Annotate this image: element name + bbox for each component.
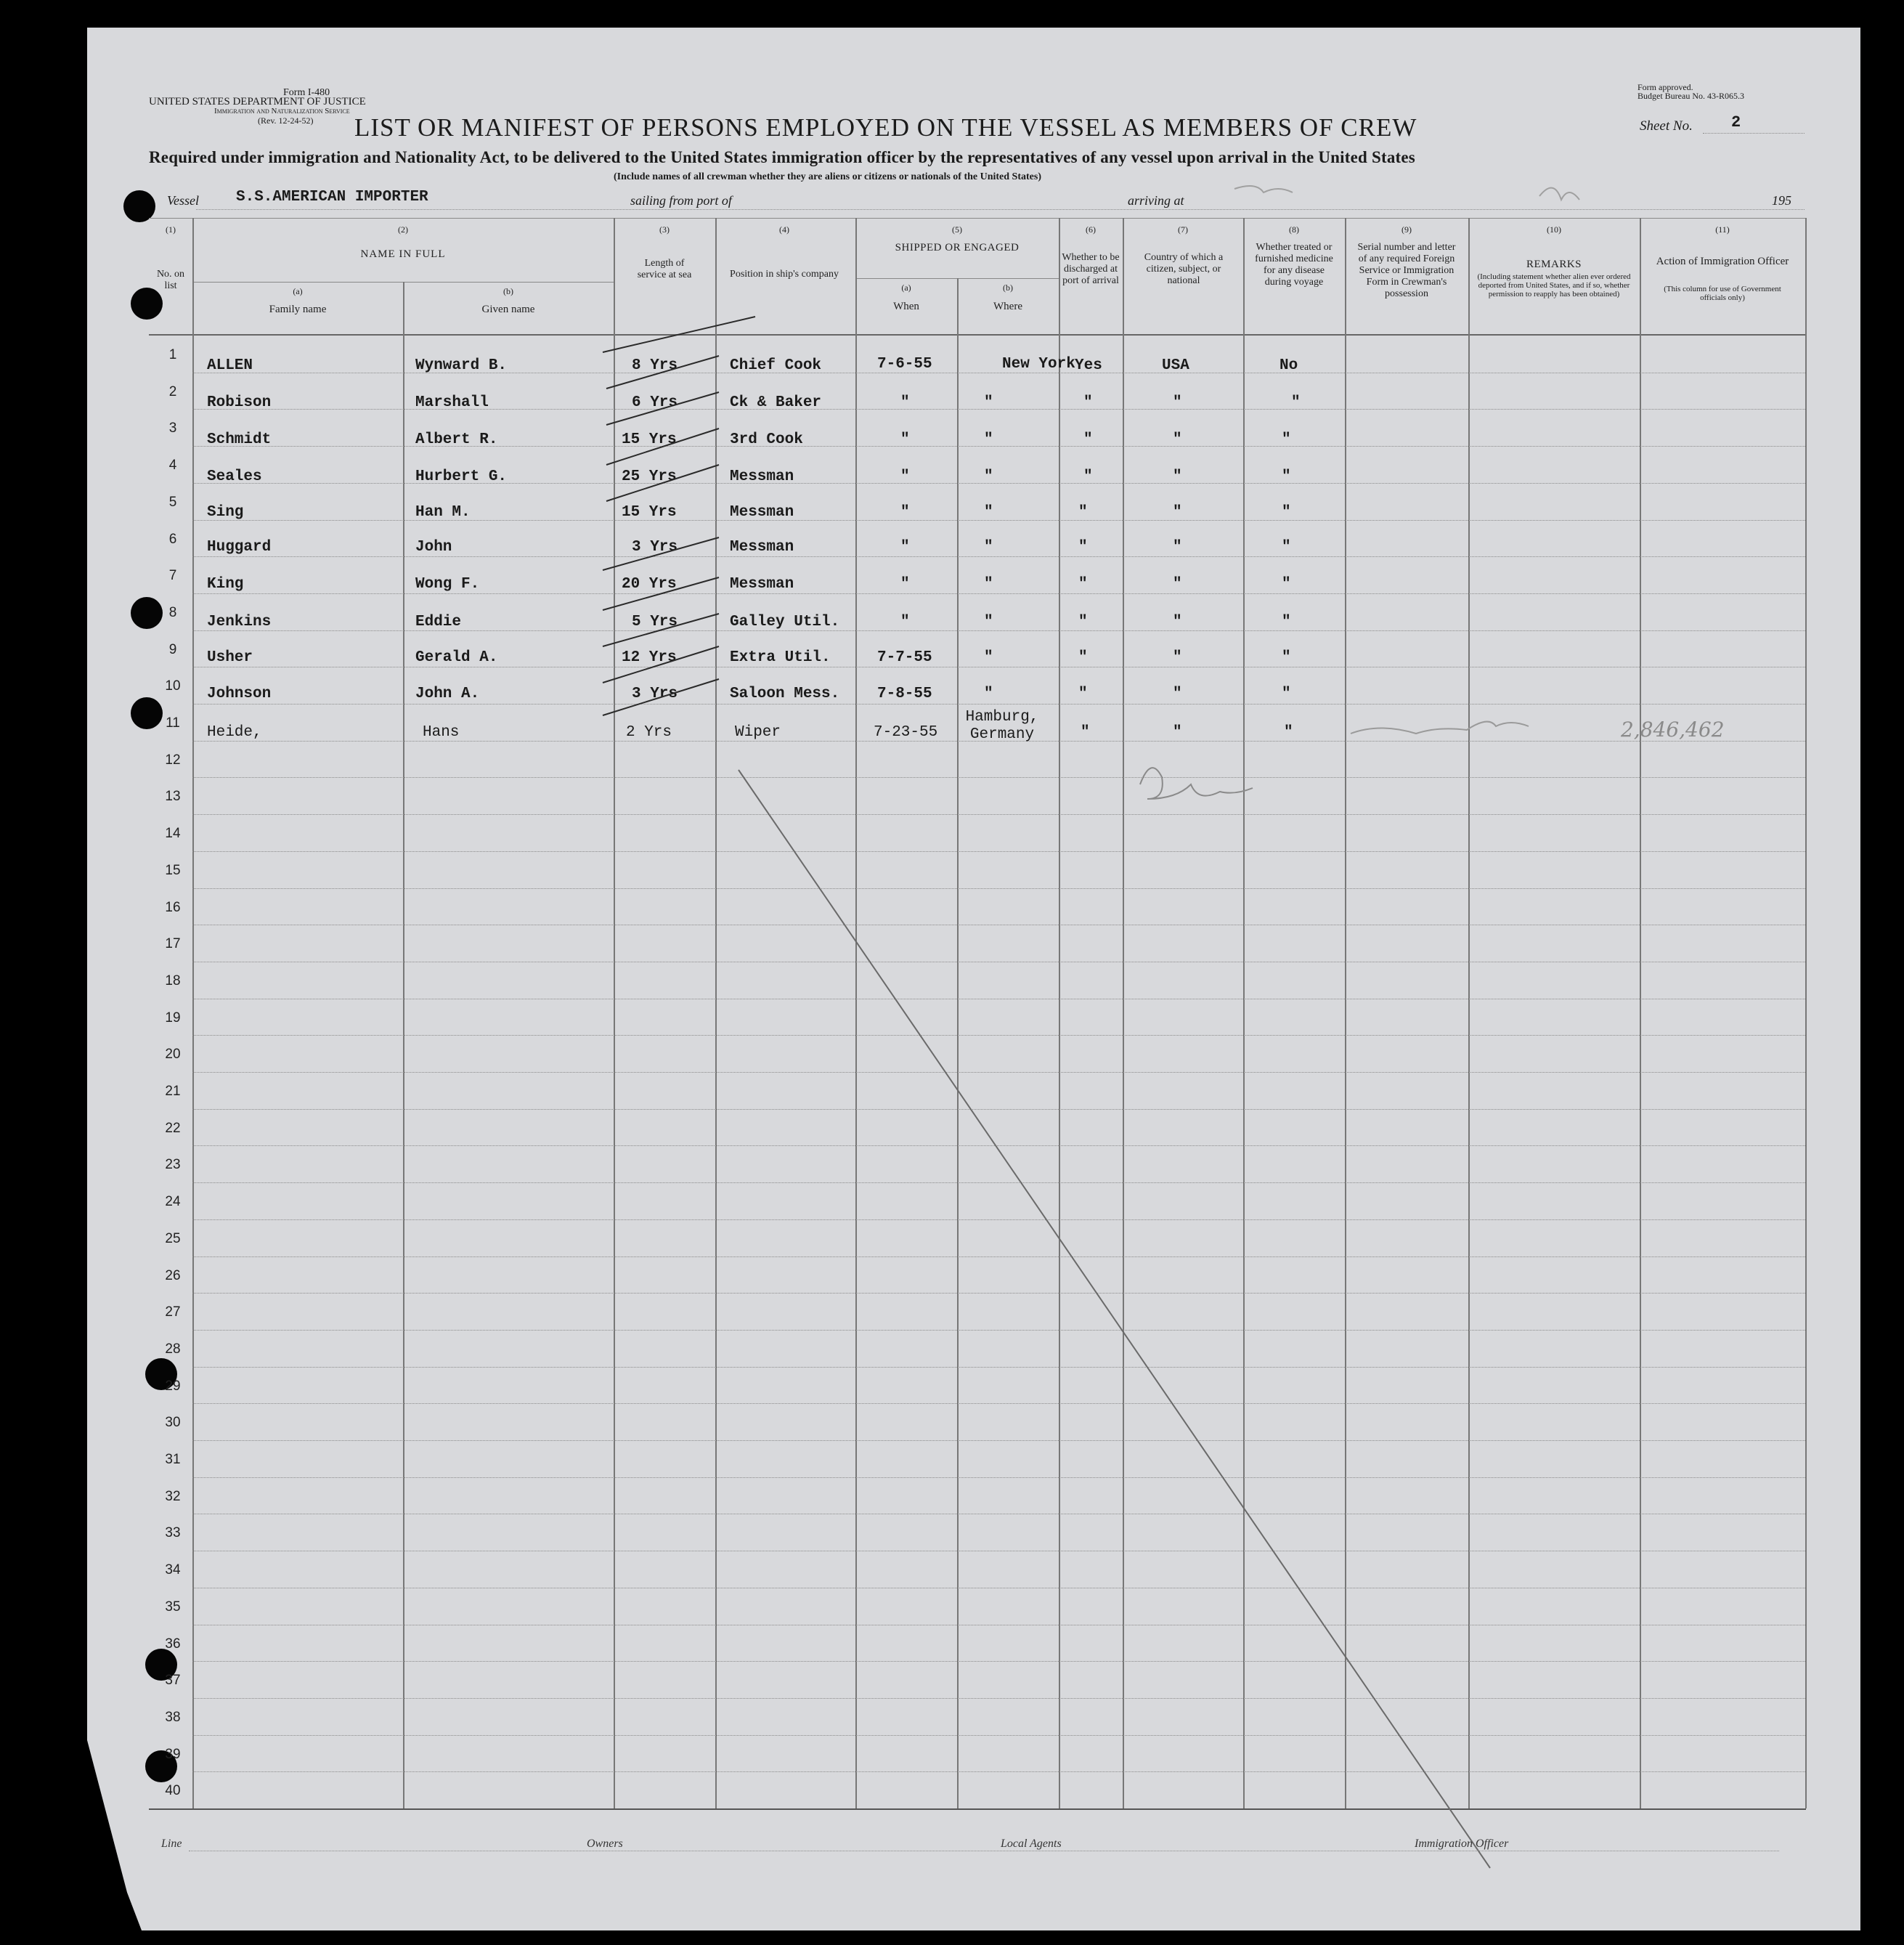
medicine: No [1279, 357, 1298, 374]
table-row-rule [192, 704, 1805, 705]
col11-subnote: (This column for use of Government officials only) [1664, 285, 1781, 302]
medicine: " [1282, 576, 1291, 593]
medicine: " [1282, 614, 1291, 630]
footer-line-label: Line [161, 1838, 182, 1850]
table-row-rule [192, 1367, 1805, 1368]
given-name: Eddie [415, 614, 462, 630]
given-name: Wynward B. [415, 357, 508, 374]
col5-label: SHIPPED OR ENGAGED [895, 242, 1020, 253]
form-note: (Include names of all crewman whether they are aliens or citizens or nationals of the United States) [614, 171, 1041, 182]
table-row-rule [192, 1440, 1805, 1442]
family-name: Heide, [207, 724, 262, 741]
country: " [1173, 539, 1182, 556]
form-title: LIST OR MANIFEST OF PERSONS EMPLOYED ON THE VESSEL AS MEMBERS OF CREW [354, 113, 1417, 142]
col4-label: Position in ship's company [730, 269, 839, 280]
table-row-rule [192, 999, 1805, 1000]
form-subtitle: Required under immigration and Nationality Act, to be delivered to the United States immigration officer by the representatives of any vessel upon arrival in the United States [149, 148, 1415, 166]
discharged: " [1078, 686, 1088, 702]
col5a-number: (a) [901, 283, 911, 293]
col2a-number: (a) [293, 286, 303, 296]
table-row-rule [192, 1293, 1805, 1294]
shipped-where: " [984, 539, 993, 556]
footer-rule [189, 1851, 1779, 1852]
row-number: 8 [168, 605, 177, 620]
table-row-rule [192, 1145, 1805, 1147]
col11-label: Action of Immigration Officer [1656, 256, 1789, 267]
row-number: 12 [165, 752, 181, 768]
medicine: " [1282, 686, 1291, 702]
country: " [1173, 649, 1182, 666]
family-name: Jenkins [207, 614, 272, 630]
given-name: Marshall [415, 394, 489, 411]
table-column-rule [1468, 218, 1470, 1808]
position: Messman [730, 504, 794, 521]
table-column-rule [1640, 218, 1641, 1808]
row-number: 2 [168, 384, 177, 399]
discharged: " [1081, 724, 1090, 741]
country: " [1173, 686, 1182, 702]
col5b-label: Where [993, 301, 1022, 312]
row-number: 14 [165, 826, 181, 841]
medicine: " [1282, 649, 1291, 666]
row-number: 34 [165, 1562, 181, 1577]
department-name: UNITED STATES DEPARTMENT OF JUSTICE [149, 96, 366, 107]
col5a-label: When [893, 301, 919, 312]
row-number: 13 [165, 789, 181, 804]
approval-note: Form approved. [1637, 82, 1693, 92]
table-row-rule [192, 1219, 1805, 1221]
table-row-rule [192, 1182, 1805, 1184]
row-number: 40 [165, 1783, 181, 1798]
row-number: 9 [168, 642, 177, 657]
footer-agents-label: Local Agents [1001, 1838, 1062, 1850]
table-row-rule [192, 1330, 1805, 1331]
table-row-rule [192, 1551, 1805, 1552]
row-number: 21 [165, 1084, 181, 1099]
row-number: 20 [165, 1047, 181, 1062]
shipped-where: New York [1002, 356, 1075, 373]
row-number: 25 [165, 1231, 181, 1246]
row-number: 11 [166, 715, 180, 731]
form-number: Form I-480 [283, 87, 330, 98]
given-name: Wong F. [415, 576, 480, 593]
year-prefix: 195 [1772, 193, 1791, 208]
family-name: Seales [207, 468, 262, 485]
discharged: " [1078, 649, 1088, 666]
table-row-rule [192, 1735, 1805, 1737]
position: 3rd Cook [730, 431, 803, 448]
country: " [1173, 614, 1182, 630]
family-name: Sing [207, 504, 244, 521]
footer-owners-label: Owners [587, 1838, 623, 1850]
row-number: 32 [165, 1489, 181, 1504]
table-row-rule [192, 1035, 1805, 1036]
discharged: " [1078, 539, 1088, 556]
table-row-rule [192, 1771, 1805, 1773]
position: Messman [730, 539, 794, 556]
country: " [1173, 576, 1182, 593]
given-name: Hans [423, 724, 460, 741]
position: Ck & Baker [730, 394, 822, 411]
family-name: King [207, 576, 244, 593]
col7-label: Country of which a citizen, subject, or national [1144, 252, 1224, 286]
col3-number: (3) [659, 224, 670, 235]
service-length: 12 Yrs [622, 649, 677, 666]
shipped-when: " [900, 468, 910, 485]
discharged: " [1078, 504, 1088, 521]
country: " [1173, 504, 1182, 521]
table-column-rule [149, 218, 150, 1808]
discharged: " [1083, 394, 1093, 411]
table-column-rule [1059, 218, 1060, 1808]
row-number: 10 [165, 678, 181, 694]
medicine: " [1291, 394, 1301, 411]
table-row-rule [192, 1256, 1805, 1258]
row-number: 4 [168, 458, 177, 473]
service-length: 25 Yrs [622, 468, 677, 485]
shipped-where: " [984, 504, 993, 521]
given-name: Gerald A. [415, 649, 498, 666]
row-number: 5 [168, 495, 177, 510]
table-row-rule [192, 667, 1805, 668]
col10-number: (10) [1547, 224, 1561, 235]
row-number: 16 [165, 900, 181, 915]
table-column-rule [715, 218, 717, 1808]
given-name: Han M. [415, 504, 471, 521]
col11-number: (11) [1715, 224, 1730, 235]
medicine: " [1282, 539, 1291, 556]
table-row-rule [192, 1588, 1805, 1589]
table-column-rule [614, 218, 615, 1808]
row-number: 38 [165, 1710, 181, 1725]
given-name: John A. [415, 686, 480, 702]
service-length: 2 Yrs [626, 724, 672, 741]
header-rule [149, 218, 1806, 219]
col6-number: (6) [1086, 224, 1096, 235]
shipped-where: " [984, 394, 993, 411]
service-length: 5 Yrs [632, 614, 678, 630]
col2b-label: Given name [481, 304, 535, 315]
service-length: 3 Yrs [632, 539, 678, 556]
col10-label: REMARKS [1526, 259, 1582, 270]
row-number: 30 [165, 1415, 181, 1430]
family-name: Usher [207, 649, 253, 666]
service-length: 3 Yrs [632, 686, 678, 702]
discharged: Yes [1075, 357, 1102, 374]
table-column-rule [1123, 218, 1124, 1808]
shipped-where: " [984, 614, 993, 630]
row-number: 37 [165, 1673, 181, 1688]
row-number: 33 [165, 1525, 181, 1540]
shipped-when: " [900, 504, 910, 521]
table-row-rule [192, 1514, 1805, 1515]
family-name: Schmidt [207, 431, 272, 448]
position: Wiper [735, 724, 781, 741]
sailing-label: sailing from port of [630, 193, 732, 208]
position: Messman [730, 468, 794, 485]
table-column-rule [1243, 218, 1245, 1808]
country: " [1173, 394, 1182, 411]
shipped-when: " [900, 576, 910, 593]
col1-label: No. on list [156, 269, 185, 291]
table-row-rule [192, 1698, 1805, 1700]
row-number: 22 [165, 1121, 181, 1136]
table-column-rule [855, 218, 857, 1808]
col7-number: (7) [1178, 224, 1188, 235]
service-length: 6 Yrs [632, 394, 678, 411]
shipped-when: 7-6-55 [877, 356, 932, 373]
given-name: Albert R. [415, 431, 498, 448]
col2-number: (2) [398, 224, 408, 235]
service-length: 20 Yrs [622, 576, 677, 593]
service-name: Immigration and Naturalization Service [214, 107, 350, 115]
table-row-rule [192, 925, 1805, 926]
table-row-rule [192, 1625, 1805, 1626]
position: Saloon Mess. [730, 686, 840, 702]
medicine: " [1282, 431, 1291, 448]
row-number: 3 [168, 421, 177, 436]
sheet-label: Sheet No. [1640, 118, 1693, 134]
table-row-rule [192, 777, 1805, 779]
vessel-name: S.S.AMERICAN IMPORTER [236, 189, 428, 206]
col5b-number: (b) [1003, 283, 1013, 293]
shipped-where: " [984, 649, 993, 666]
vessel-underline [196, 209, 1805, 211]
row-number: 28 [165, 1341, 181, 1357]
service-length: 15 Yrs [622, 431, 677, 448]
position: Messman [730, 576, 794, 593]
country: USA [1162, 357, 1189, 374]
sheet-number: 2 [1731, 113, 1741, 131]
shipped-when: 7-7-55 [877, 649, 932, 666]
vessel-label: Vessel [167, 193, 199, 208]
row-number: 6 [168, 532, 177, 547]
given-name: Hurbert G. [415, 468, 508, 485]
family-name: Robison [207, 394, 272, 411]
medicine: " [1282, 504, 1291, 521]
family-name: ALLEN [207, 357, 253, 374]
col1-number: (1) [166, 224, 176, 235]
medicine: " [1282, 468, 1291, 485]
shipped-when: " [900, 539, 910, 556]
shipped-where: " [984, 686, 993, 702]
row-number: 26 [165, 1268, 181, 1283]
given-name: John [415, 539, 452, 556]
table-column-rule [1345, 218, 1346, 1808]
table-row-rule [192, 556, 1805, 558]
shipped-when: 7-23-55 [874, 724, 938, 741]
shipped-where: Hamburg, Germany [965, 709, 1039, 743]
row-number: 39 [165, 1747, 181, 1762]
row-number: 19 [165, 1010, 181, 1026]
position: Extra Util. [730, 649, 831, 666]
discharged: " [1083, 431, 1093, 448]
row-number: 17 [165, 936, 181, 951]
country: " [1173, 468, 1182, 485]
service-length: 8 Yrs [632, 357, 678, 374]
row-number: 36 [165, 1636, 181, 1652]
table-bottom-rule [149, 1808, 1806, 1810]
footer-officer-label: Immigration Officer [1415, 1838, 1509, 1850]
discharged: " [1083, 468, 1093, 485]
revision-date: (Rev. 12-24-52) [258, 115, 314, 126]
table-column-rule [403, 282, 404, 1808]
col4-number: (4) [779, 224, 789, 235]
shipped-where: " [984, 431, 993, 448]
table-row-rule [192, 962, 1805, 963]
shipped-when: " [900, 431, 910, 448]
col5-number: (5) [952, 224, 962, 235]
arriving-label: arriving at [1128, 193, 1184, 208]
row-number: 31 [165, 1452, 181, 1467]
table-row-rule [192, 888, 1805, 890]
col6-label: Whether to be discharged at port of arrival [1062, 252, 1120, 286]
row-number: 24 [165, 1194, 181, 1209]
row-number: 18 [165, 973, 181, 988]
table-row-rule [192, 851, 1805, 853]
discharged: " [1078, 614, 1088, 630]
col9-label: Serial number and letter of any required Foreign Service or Immigration Form in Crewman's possession [1357, 242, 1456, 299]
col8-label: Whether treated or furnished medicine for any disease during voyage [1255, 242, 1333, 288]
col9-number: (9) [1401, 224, 1412, 235]
col2a-label: Family name [269, 304, 327, 315]
table-row-rule [192, 630, 1805, 632]
shipped-when: " [900, 614, 910, 630]
row-number: 35 [165, 1599, 181, 1615]
shipped-where: " [984, 576, 993, 593]
table-header-rule [149, 334, 1806, 336]
pencil-serial-number: 2,846,462 [1621, 718, 1725, 742]
col3-label: Length of service at sea [637, 258, 692, 280]
sheet-underline [1703, 133, 1805, 134]
col2b-number: (b) [503, 286, 513, 296]
service-length: 15 Yrs [622, 504, 677, 521]
table-row-rule [192, 1477, 1805, 1479]
table-column-rule [1805, 218, 1807, 1808]
row-number: 29 [165, 1378, 181, 1394]
col8-number: (8) [1289, 224, 1299, 235]
position: Galley Util. [730, 614, 840, 630]
medicine: " [1284, 724, 1293, 741]
discharged: " [1078, 576, 1088, 593]
table-row-rule [192, 1109, 1805, 1110]
country: " [1173, 431, 1182, 448]
row-number: 1 [168, 347, 177, 362]
table-row-rule [192, 593, 1805, 595]
shipped-where: " [984, 468, 993, 485]
shipped-when: 7-8-55 [877, 686, 932, 702]
position: Chief Cook [730, 357, 822, 374]
table-column-rule [957, 278, 959, 1808]
shipped-when: " [900, 394, 910, 411]
family-name: Huggard [207, 539, 272, 556]
row-number: 7 [168, 568, 177, 583]
table-row-rule [192, 1403, 1805, 1405]
table-row-rule [192, 1072, 1805, 1073]
family-name: Johnson [207, 686, 272, 702]
table-row-rule [192, 1661, 1805, 1662]
col10-subnote: (Including statement whether alien ever ordered deported from United States, and if so, whether permission to reapply has been obtained) [1477, 272, 1631, 299]
budget-number: Budget Bureau No. 43-R065.3 [1637, 91, 1744, 101]
col2-label: NAME IN FULL [360, 248, 446, 260]
table-row-rule [192, 814, 1805, 816]
country: " [1173, 724, 1182, 741]
row-number: 23 [165, 1157, 181, 1172]
row-number: 27 [165, 1304, 181, 1320]
punch-hole [131, 288, 163, 320]
row-number: 15 [165, 863, 181, 878]
